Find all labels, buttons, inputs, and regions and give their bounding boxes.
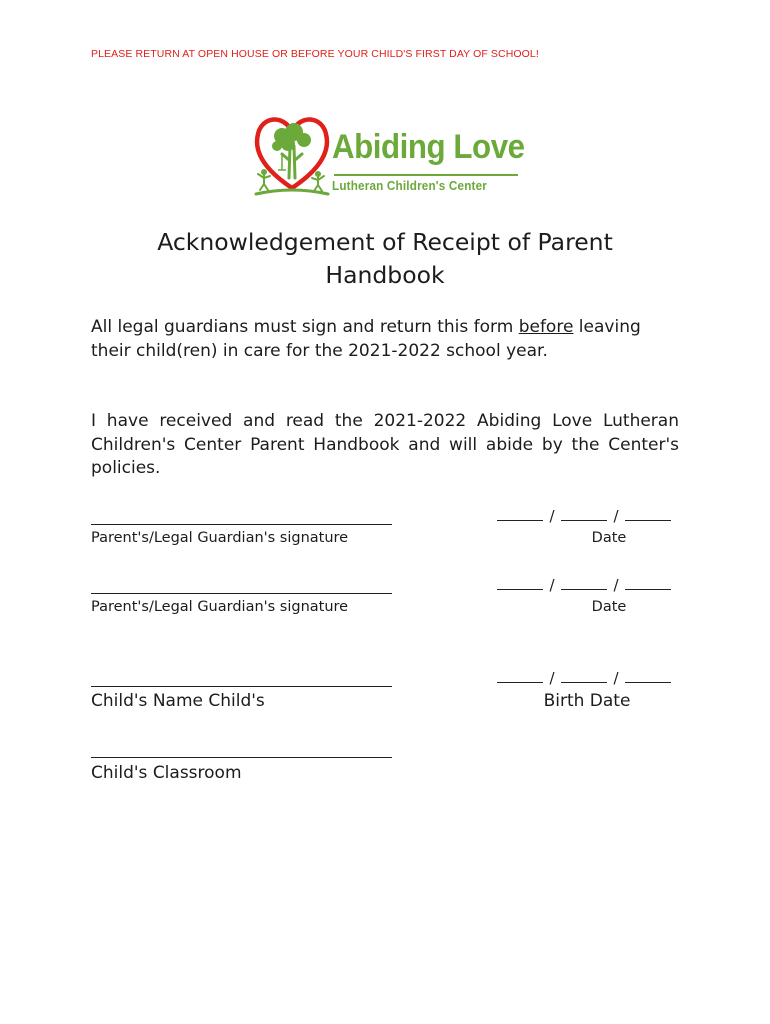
child-name-line[interactable] [91, 686, 392, 687]
form-title-line1: Acknowledgement of Receipt of Parent [157, 228, 613, 256]
logo-title: Abiding Love [332, 128, 525, 166]
guardian-signature-label-1: Parent's/Legal Guardian's signature [91, 530, 349, 546]
guardian-signature-line-2[interactable] [91, 593, 392, 594]
date-separator: / [613, 576, 619, 594]
intro-emphasis: before [518, 317, 574, 337]
child-classroom-label: Child's Classroom [91, 763, 242, 783]
date-year-blank[interactable] [625, 508, 671, 521]
guardian-signature-line-1[interactable] [91, 524, 392, 525]
date-year-blank[interactable] [625, 670, 671, 683]
child-classroom-line[interactable] [91, 757, 392, 758]
date-month-blank[interactable] [497, 577, 543, 590]
logo-divider [334, 174, 518, 176]
date-separator: / [549, 507, 555, 525]
return-notice: PLEASE RETURN AT OPEN HOUSE OR BEFORE YOUR CHILD'S FIRST DAY OF SCHOOL! [91, 48, 539, 60]
intro-paragraph [91, 316, 679, 363]
date-separator: / [549, 669, 555, 687]
date-field-2[interactable] [497, 576, 679, 594]
birth-date-label: Birth Date [543, 691, 631, 711]
date-separator: / [613, 507, 619, 525]
guardian-signature-label-2: Parent's/Legal Guardian's signature [91, 599, 349, 615]
form-title [0, 226, 770, 292]
date-month-blank[interactable] [497, 508, 543, 521]
date-field-1[interactable] [497, 507, 679, 525]
date-separator: / [613, 669, 619, 687]
heart-tree-children-icon [252, 110, 332, 200]
intro-text-before: All legal guardians must sign and return this form [91, 317, 519, 337]
date-month-blank[interactable] [497, 670, 543, 683]
date-year-blank[interactable] [625, 577, 671, 590]
date-label-2: Date [591, 599, 627, 615]
center-logo [252, 110, 527, 200]
date-label-1: Date [591, 530, 627, 546]
form-title-line2: Handbook [325, 261, 445, 289]
date-day-blank[interactable] [561, 670, 607, 683]
logo-subtitle: Lutheran Children's Center [332, 178, 488, 193]
date-separator: / [549, 576, 555, 594]
intro-text-after: leaving their child(ren) in care for the 2021-2022 school year. [91, 317, 641, 361]
date-day-blank[interactable] [561, 577, 607, 590]
statement-paragraph: I have received and read the 2021-2022 Abiding Love Lutheran Children's Center Parent Handbook and will abide by the Center's policies. [91, 411, 679, 478]
birth-date-field[interactable] [497, 669, 679, 687]
child-name-label: Child's Name Child's [91, 691, 265, 711]
date-day-blank[interactable] [561, 508, 607, 521]
